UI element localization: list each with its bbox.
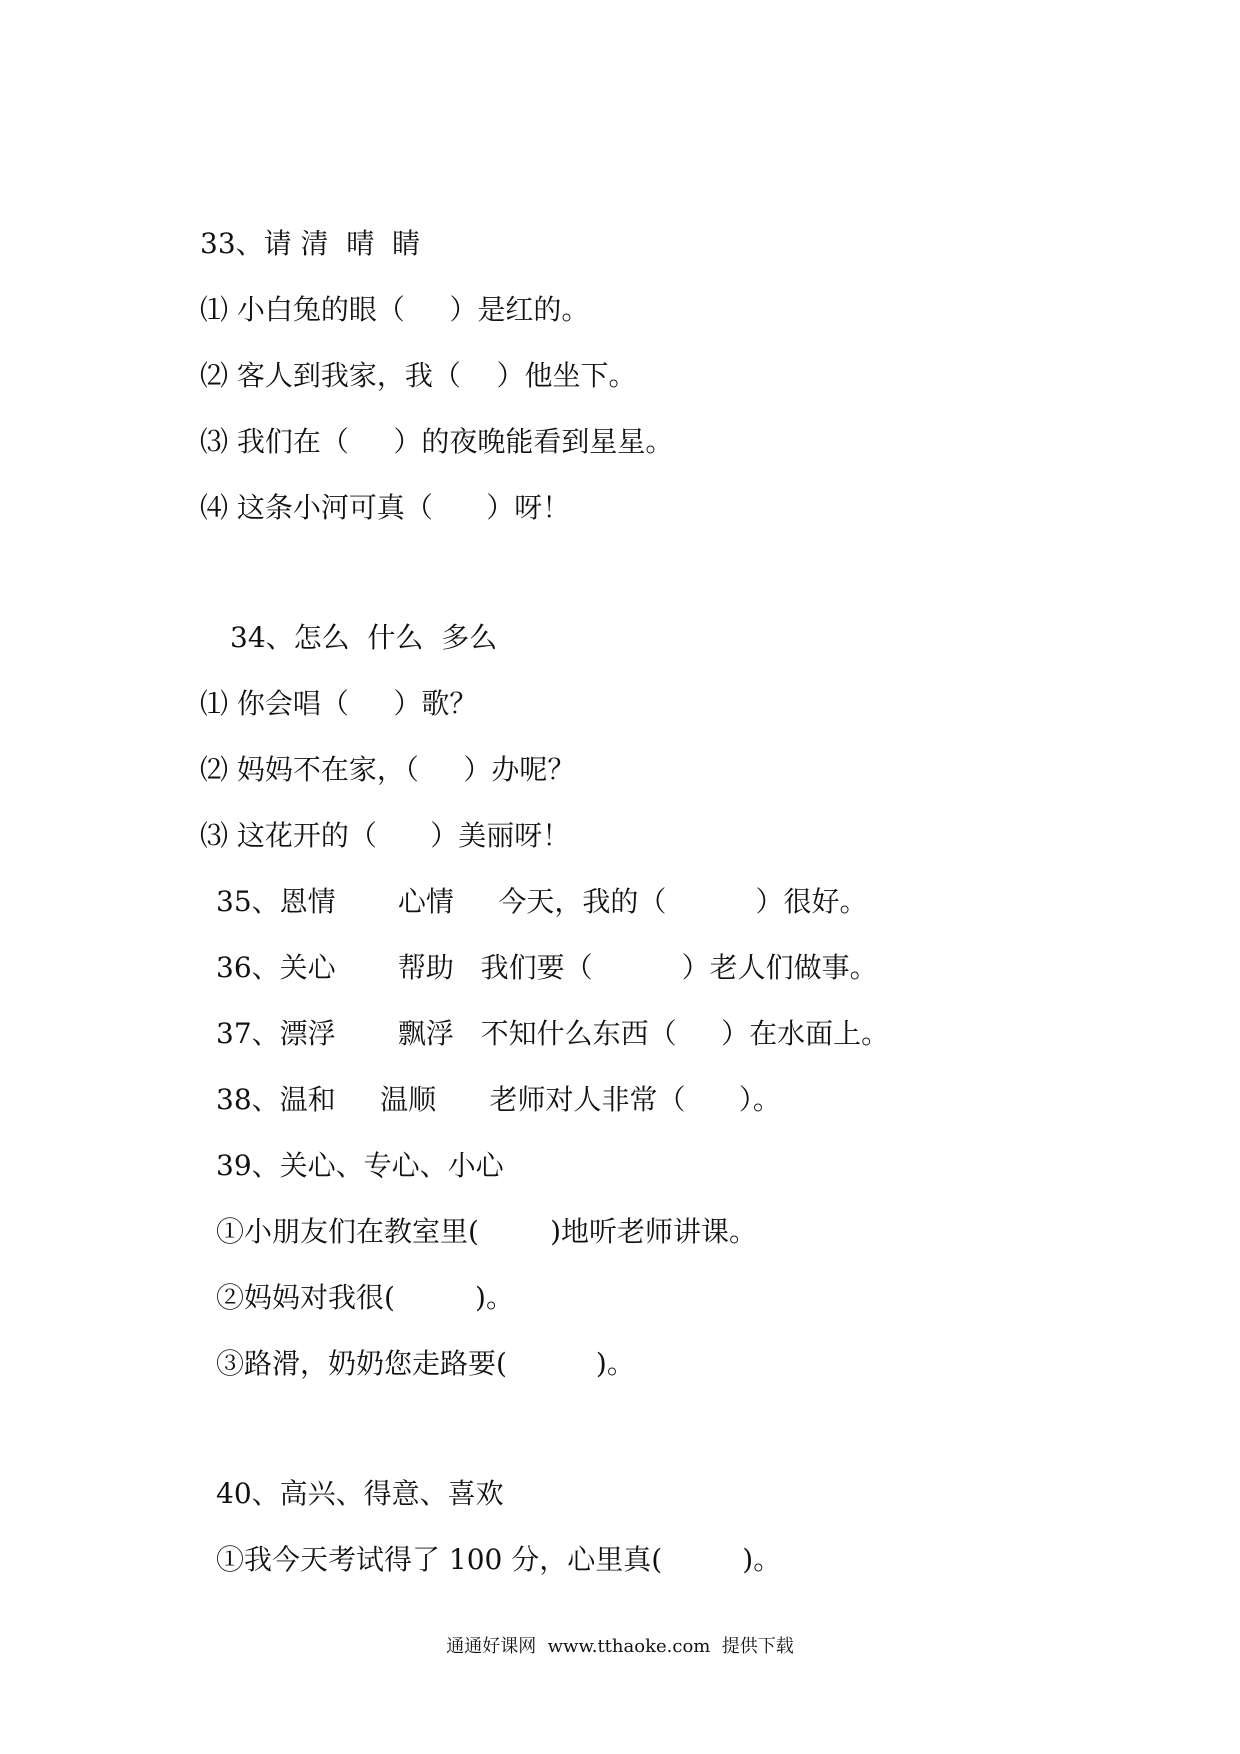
q36: 36、关心 帮助 我们要（ ）老人们做事。 (216, 951, 878, 984)
q39-heading: 39、关心、专心、小心 (216, 1149, 504, 1182)
q39-item-2: ②妈妈对我很( )。 (216, 1281, 514, 1314)
q34-item-3: ⑶ 这花开的（ ）美丽呀！ (200, 819, 571, 852)
q34-heading: 34、怎么 什么 多么 (230, 621, 498, 654)
q37: 37、漂浮 飘浮 不知什么东西（ ）在水面上。 (216, 1017, 890, 1050)
page-footer: 通通好课网 www.tthaoke.com 提供下载 (446, 1636, 794, 1657)
q33-heading: 33、请 清 晴 睛 (200, 227, 421, 260)
q33-item-4: ⑷ 这条小河可真（ ）呀！ (200, 491, 571, 524)
q34-item-2: ⑵ 妈妈不在家，（ ）办呢？ (200, 753, 576, 786)
q33-item-2: ⑵ 客人到我家，我（ ）他坐下。 (200, 359, 637, 392)
q34-item-1: ⑴ 你会唱（ ）歌？ (200, 687, 478, 720)
q33-item-3: ⑶ 我们在（ ）的夜晚能看到星星。 (200, 425, 674, 458)
q35: 35、恩情 心情 今天，我的（ ）很好。 (216, 885, 868, 918)
q39-item-1: ①小朋友们在教室里( )地听老师讲课。 (216, 1215, 758, 1248)
q40-heading: 40、高兴、得意、喜欢 (216, 1477, 504, 1510)
q33-item-1: ⑴ 小白兔的眼（ ）是红的。 (200, 293, 590, 326)
q38: 38、温和 温顺 老师对人非常（ ）。 (216, 1083, 781, 1116)
q40-item-1: ①我今天考试得了 100 分，心里真( )。 (216, 1543, 782, 1576)
q39-item-3: ③路滑，奶奶您走路要( )。 (216, 1347, 635, 1380)
